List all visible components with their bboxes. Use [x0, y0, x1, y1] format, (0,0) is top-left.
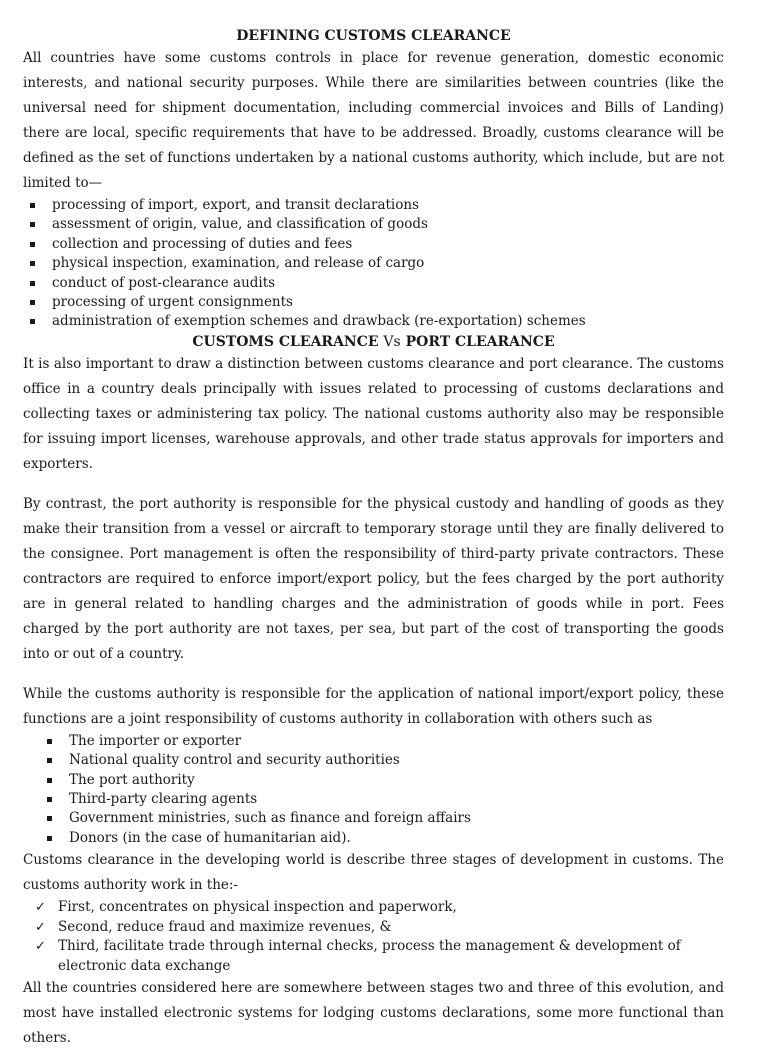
list-item-text: assessment of origin, value, and classification of goods: [52, 216, 428, 233]
heading-right: PORT CLEARANCE: [405, 333, 555, 350]
list-item-text: administration of exemption schemes and drawback (re-exportation) schemes: [52, 313, 586, 330]
customs-functions-list: [23, 196, 724, 332]
square-bullet-icon: [47, 739, 52, 744]
list-item-text: processing of urgent consignments: [52, 294, 293, 311]
port-authority-paragraph: By contrast, the port authority is responsible for the physical custody and handling of goods as they make their transition from a vessel or aircraft to temporary storage until they are finally delivered to the consignee. Port management is often the responsibility of third-party private contractors. These contractors are required to enforce import/export policy, but the fees charged by the port authority are in general related to handling charges and the administration of goods while in port. Fees charged by the port authority are not taxes, per sea, but part of the cost of transporting the goods into or out of a country.: [23, 495, 724, 662]
closing-paragraph: All the countries considered here are somewhere between stages two and three of this evolution, and most have installed electronic systems for lodging customs declarations, some more functional than others.: [23, 979, 724, 1046]
heading-defining-customs-clearance: DEFINING CUSTOMS CLEARANCE: [236, 28, 511, 44]
list-item: [23, 771, 724, 790]
square-bullet-icon: [30, 319, 35, 324]
list-item-text: Donors (in the case of humanitarian aid).: [69, 829, 351, 846]
list-item: [23, 215, 724, 234]
list-item-text: Government ministries, such as finance and foreign affairs: [69, 810, 471, 827]
square-bullet-icon: [47, 797, 52, 802]
list-item: [23, 918, 724, 937]
partners-list: [23, 732, 724, 848]
square-bullet-icon: [47, 836, 52, 841]
joint-responsibility-paragraph: While the customs authority is responsible for the application of national import/export policy, these functions are a joint responsibility of customs authority in collaboration with others such as: [23, 685, 724, 727]
list-item: [23, 196, 724, 215]
distinction-paragraph: It is also important to draw a distinction between customs clearance and port clearance. The customs office in a country deals principally with issues related to processing of customs declarations and collecting taxes or administering tax policy. The national customs authority also may be responsible for issuing import licenses, warehouse approvals, and other trade status approvals for importers and exporters.: [23, 355, 724, 472]
list-item-text: Third-party clearing agents: [69, 791, 258, 808]
list-item: [23, 937, 724, 976]
checkmark-icon: ✓: [35, 939, 46, 955]
square-bullet-icon: [47, 778, 52, 783]
developing-world-paragraph: Customs clearance in the developing world is describe three stages of development in customs. The customs authority work in the:-: [23, 852, 724, 894]
heading-left: CUSTOMS CLEARANCE: [192, 333, 379, 350]
list-item: [23, 274, 724, 293]
stages-list: [23, 898, 724, 976]
intro-paragraph: All countries have some customs controls in place for revenue generation, domestic economic interests, and national security purposes. While there are similarities between countries (like the universal need for shipment documentation, including commercial invoices and Bills of Landing) there are local, specific requirements that have to be addressed. Broadly, customs clearance will be defined as the set of functions undertaken by a national customs authority, which include, but are not limited to—: [23, 50, 724, 191]
square-bullet-icon: [30, 281, 35, 286]
list-item: [23, 898, 724, 917]
list-item-text: processing of import, export, and transit declarations: [52, 197, 419, 213]
paragraph-gap: [23, 667, 724, 682]
checkmark-icon: ✓: [35, 900, 46, 916]
list-item: [23, 790, 724, 809]
list-item-text: First, concentrates on physical inspection and paperwork,: [58, 899, 457, 916]
heading-customs-vs-port-clearance: [23, 332, 724, 352]
list-item: [23, 312, 724, 331]
list-item-text: collection and processing of duties and fees: [52, 235, 353, 252]
square-bullet-icon: [47, 816, 52, 821]
list-item: [23, 751, 724, 770]
list-item: [23, 809, 724, 828]
list-item: [23, 293, 724, 312]
list-item: [23, 254, 724, 273]
list-item-text: The port authority: [69, 771, 195, 788]
list-item-text: Third, facilitate trade through internal checks, process the management & development of electronic data exchange: [58, 938, 681, 974]
heading-vs: Vs: [383, 333, 401, 350]
square-bullet-icon: [30, 222, 35, 227]
list-item-text: National quality control and security authorities: [69, 752, 400, 769]
checkmark-icon: ✓: [35, 919, 46, 935]
list-item: [23, 732, 724, 751]
list-item-text: conduct of post-clearance audits: [52, 274, 276, 291]
list-item-text: The importer or exporter: [69, 732, 242, 749]
list-item: [23, 829, 724, 848]
square-bullet-icon: [30, 300, 35, 305]
square-bullet-icon: [47, 758, 52, 763]
paragraph-gap: [23, 477, 724, 492]
list-item: [23, 235, 724, 254]
square-bullet-icon: [30, 203, 35, 208]
list-item-text: Second, reduce fraud and maximize revenues, &: [58, 918, 392, 935]
square-bullet-icon: [30, 242, 35, 247]
square-bullet-icon: [30, 261, 35, 266]
list-item-text: physical inspection, examination, and release of cargo: [52, 255, 425, 272]
